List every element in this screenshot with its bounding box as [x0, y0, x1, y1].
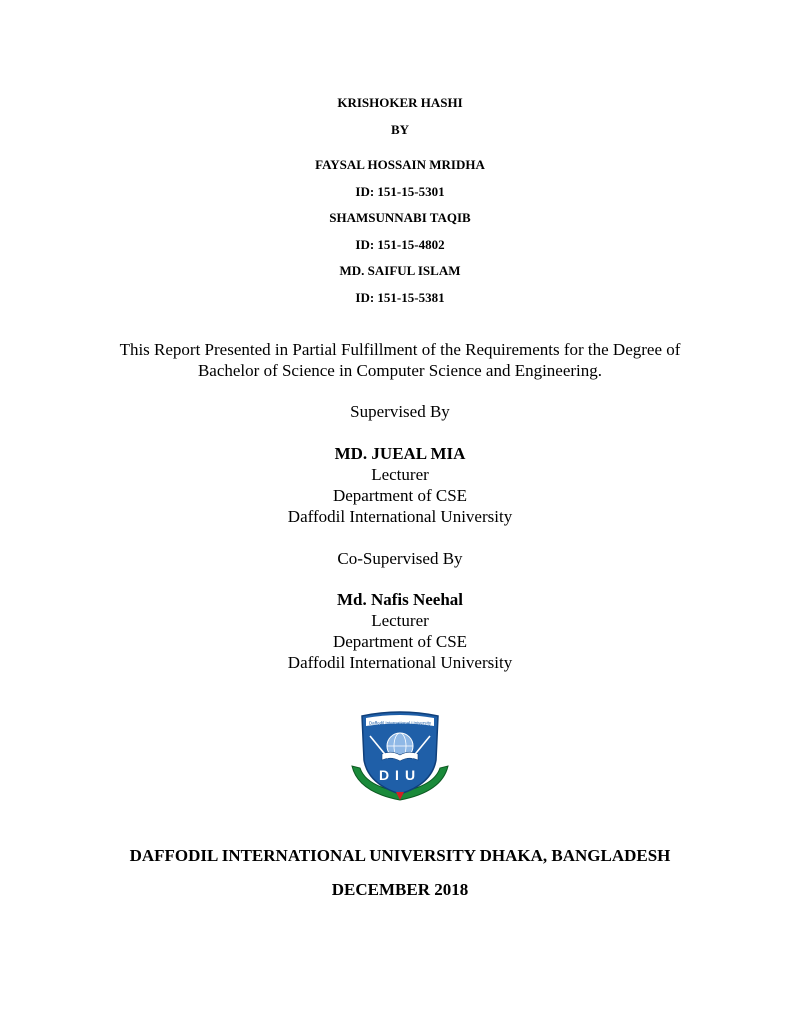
- author-name-1: FAYSAL HOSSAIN MRIDHA: [315, 157, 485, 172]
- author-name-3: MD. SAIFUL ISLAM: [339, 263, 461, 278]
- report-date: DECEMBER 2018: [331, 880, 469, 899]
- supervisor-designation: Lecturer: [371, 465, 429, 484]
- co-supervised-by-heading: Co-Supervised By: [337, 549, 463, 568]
- supervisor-university: Daffodil International University: [287, 507, 513, 526]
- supervised-by-heading: Supervised By: [350, 402, 450, 421]
- author-id-2: ID: 151-15-4802: [355, 237, 445, 252]
- co-supervisor-name: Md. Nafis Neehal: [336, 590, 464, 609]
- co-supervisor-department: Department of CSE: [332, 632, 468, 651]
- institution-footer: DAFFODIL INTERNATIONAL UNIVERSITY DHAKA, BANGLADESH: [129, 846, 671, 865]
- project-title: KRISHOKER HASHI: [337, 95, 463, 110]
- supervisor-name: MD. JUEAL MIA: [334, 444, 466, 463]
- university-logo: [348, 708, 452, 804]
- statement-line-1: This Report Presented in Partial Fulfillment of the Requirements for the Degree of: [119, 340, 681, 359]
- supervisor-department: Department of CSE: [332, 486, 468, 505]
- logo-letters: DIU: [378, 767, 422, 783]
- co-supervisor-university: Daffodil International University: [287, 653, 513, 672]
- statement-line-2: Bachelor of Science in Computer Science and Engineering.: [197, 361, 603, 380]
- co-supervisor-designation: Lecturer: [371, 611, 429, 630]
- author-id-3: ID: 151-15-5381: [355, 290, 445, 305]
- author-id-1: ID: 151-15-5301: [355, 184, 445, 199]
- author-name-2: SHAMSUNNABI TAQIB: [329, 210, 471, 225]
- logo-ribbon-text: Daffodil International University: [368, 720, 432, 726]
- by-label: BY: [390, 122, 410, 137]
